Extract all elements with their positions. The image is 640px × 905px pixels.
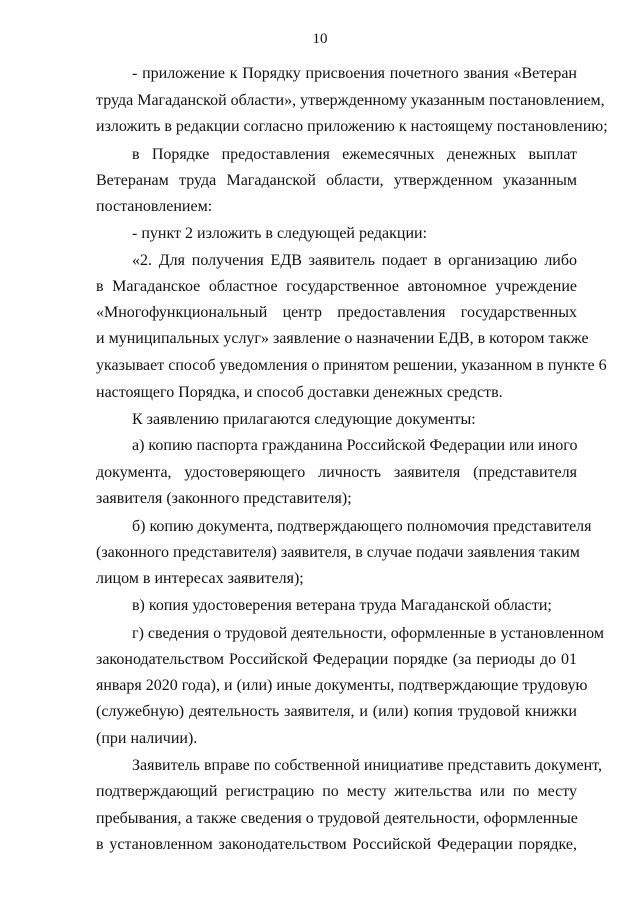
text-line: (при наличии). (96, 730, 198, 747)
text-line: (законного представителя) заявителя, в случае подачи заявления таким (96, 544, 580, 561)
text-line: документа, удостоверяющего личность заявителя (представителя (96, 464, 577, 481)
text-line: лицом в интересах заявителя); (96, 570, 304, 587)
text-line: января 2020 года), и (или) иные документы, подтверждающие трудовую (96, 677, 588, 694)
text-line: указывает способ уведомления о принятом решении, указанном в пункте 6 (96, 357, 607, 374)
text-line: постановлением: (96, 198, 213, 215)
text-line: пребывания, а также сведения о трудовой деятельности, оформленные (96, 810, 578, 827)
text-line: а) копию паспорта гражданина Российской Федерации или иного (132, 437, 578, 454)
text-line: изложить в редакции согласно приложению к настоящему постановлению; (96, 118, 608, 135)
text-line: Ветеранам труда Магаданской области, утвержденном указанным (96, 172, 577, 189)
page-number: 10 (312, 31, 328, 47)
text-line: б) копию документа, подтверждающего полномочия представителя (132, 518, 592, 535)
text-line: заявителя (законного представителя); (96, 490, 352, 507)
text-line: настоящего Порядка, и способ доставки денежных средств. (96, 384, 503, 401)
text-line: подтверждающий регистрацию по месту жительства или по месту (96, 783, 577, 800)
text-line: в установленном законодательством Российской Федерации порядке, (96, 836, 577, 853)
text-line: К заявлению прилагаются следующие документы: (132, 411, 476, 428)
text-line: в Магаданское областное государственное автономное учреждение (96, 278, 577, 295)
text-line: и муниципальных услуг» заявление о назначении ЕДВ, в котором также (96, 330, 589, 347)
text-line: г) сведения о трудовой деятельности, оформленные в установленном (132, 625, 604, 642)
text-line: «2. Для получения ЕДВ заявитель подает в организацию либо (132, 252, 577, 269)
text-line: в) копия удостоверения ветерана труда Магаданской области; (132, 597, 552, 614)
text-line: (служебную) деятельность заявителя, и (или) копия трудовой книжки (96, 703, 577, 720)
text-line: в Порядке предоставления ежемесячных денежных выплат (132, 146, 577, 163)
text-line: законодательством Российской Федерации порядке (за периоды до 01 (96, 651, 577, 668)
text-line: Заявитель вправе по собственной инициативе представить документ, (132, 757, 602, 774)
text-line: - приложение к Порядку присвоения почетного звания «Ветеран (132, 65, 577, 82)
text-line: труда Магаданской области», утвержденному указанным постановлением, (96, 92, 605, 109)
text-line: - пункт 2 изложить в следующей редакции: (132, 225, 428, 242)
text-line: «Многофункциональный центр предоставления государственных (96, 304, 577, 321)
